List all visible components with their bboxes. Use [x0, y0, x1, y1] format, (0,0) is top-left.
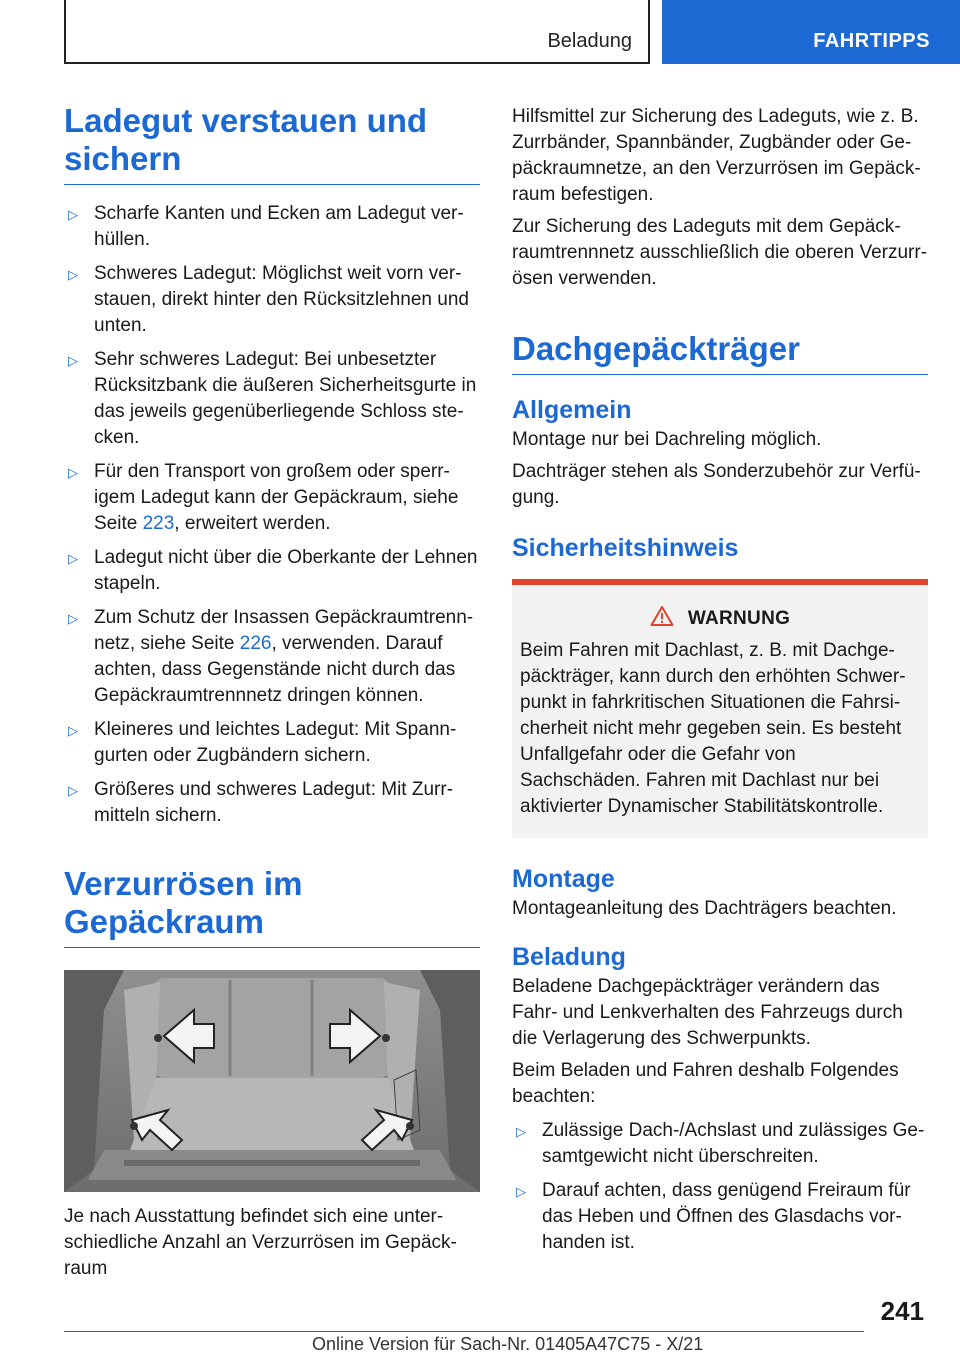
- paragraph-beladung-2: Beim Beladen und Fahren deshalb Folgendes beachten:: [512, 1060, 899, 1107]
- left-column: [64, 100, 480, 1282]
- paragraph-trennnetz: Zur Sicherung des Ladeguts mit dem Gepäckraumtrennnetz ausschließlich die oberen Verzurrösen verwenden.: [512, 216, 928, 289]
- triangle-right-icon: ▷: [516, 1184, 526, 1199]
- page-number: 241: [880, 1296, 924, 1326]
- warning-header: [520, 605, 920, 632]
- triangle-right-icon: ▷: [68, 723, 78, 738]
- triangle-right-icon: ▷: [68, 267, 78, 282]
- paragraph-beladung-1: Beladene Dachgepäckträger verändern das Fahr- und Lenkverhalten des Fahrzeugs durch die Verlagerung des Schwerpunkts.: [512, 976, 903, 1049]
- list-item: ▷ Zum Schutz der Insassen Gepäckraumtrennnetz, siehe Seite 226, verwenden. Darauf achten, dass Gegenstände nicht durch das Gepäckraumtrennnetz dringen können.: [68, 607, 474, 706]
- heading-sicherheitshinweis: Sicherheitshinweis: [512, 534, 739, 562]
- list-item: ▷ Zulässige Dach-/Achslast und zulässiges Gesamtgewicht nicht überschreiten.: [516, 1120, 925, 1167]
- title-dachgepaecktraeger: Dachgepäckträger: [512, 330, 928, 375]
- warning-triangle-icon: [650, 605, 674, 632]
- paragraph-hilfsmittel: Hilfsmittel zur Sicherung des Ladeguts, wie z. B. Zurrbänder, Spannbänder, Zugbänder oder Gepäckraumnetze, an den Verzurrösen im Gepäckraum befestigen.: [512, 106, 921, 205]
- triangle-right-icon: ▷: [68, 783, 78, 798]
- header-section-box: [64, 0, 650, 64]
- title-ladegut: Ladegut verstauen und sichern: [64, 100, 480, 185]
- list-item: ▷ Scharfe Kanten und Ecken am Ladegut verhüllen.: [68, 203, 464, 250]
- beladung-list: [512, 1118, 928, 1256]
- page-link-226[interactable]: 226: [239, 633, 272, 654]
- header-chapter-label: FAHRTIPPS: [813, 30, 930, 52]
- list-item: ▷ Sehr schweres Ladegut: Bei unbesetzter Rücksitzbank die äußeren Sicherheitsgurte in das jeweils gegenüberliegende Schloss stecken.: [68, 349, 477, 448]
- list-item: ▷ Größeres und schweres Ladegut: Mit Zurrmitteln sichern.: [68, 779, 454, 826]
- triangle-right-icon: ▷: [68, 207, 78, 222]
- triangle-right-icon: ▷: [68, 353, 78, 368]
- list-item: ▷ Ladegut nicht über die Oberkante der Lehnen stapeln.: [68, 547, 478, 594]
- list-item: ▷ Darauf achten, dass genügend Freiraum für das Heben und Öffnen des Glasdachs vorhanden ist.: [516, 1180, 911, 1253]
- page-link-223[interactable]: 223: [142, 513, 175, 534]
- ladegut-list: [64, 201, 480, 829]
- warning-box: [512, 579, 928, 838]
- footer-divider: [64, 1331, 864, 1332]
- title-verzurroesen: Verzurrösen im Gepäckraum: [64, 865, 480, 948]
- warning-label: WARNUNG: [687, 607, 791, 629]
- paragraph-allgemein-2: Dachträger stehen als Sonderzubehör zur Verfügung.: [512, 461, 921, 508]
- paragraph-montage: Montageanleitung des Dachträgers beachten.: [512, 898, 897, 919]
- footer-version-text: Online Version für Sach-Nr. 01405A47C75 - X/21: [312, 1334, 704, 1354]
- trunk-photo: [64, 970, 480, 1192]
- list-item: ▷ Für den Transport von großem oder sperrigem Ladegut kann der Gepäckraum, siehe Seite 223, erweitert werden.: [68, 461, 459, 534]
- heading-beladung: Beladung: [512, 943, 626, 971]
- triangle-right-icon: ▷: [68, 465, 78, 480]
- right-column: [512, 104, 928, 1256]
- header-chapter-tab: [662, 0, 960, 64]
- list-item: ▷ Kleineres und leichtes Ladegut: Mit Spanngurten oder Zugbändern sichern.: [68, 719, 457, 766]
- list-item: ▷ Schweres Ladegut: Möglichst weit vorn verstauen, direkt hinter den Rücksitzlehnen und unten.: [68, 263, 469, 336]
- heading-allgemein: Allgemein: [512, 396, 632, 424]
- triangle-right-icon: ▷: [516, 1124, 526, 1139]
- heading-montage: Montage: [512, 865, 615, 893]
- photo-caption: Je nach Ausstattung befindet sich eine unterschiedliche Anzahl an Verzurrösen im Gepäckraum: [64, 1206, 457, 1279]
- header-section-label: Beladung: [547, 30, 632, 52]
- triangle-right-icon: ▷: [68, 551, 78, 566]
- triangle-right-icon: ▷: [68, 611, 78, 626]
- paragraph-allgemein-1: Montage nur bei Dachreling möglich.: [512, 429, 822, 450]
- warning-text: Beim Fahren mit Dachlast, z. B. mit Dachgepäckträger, kann durch den erhöhten Schwerpunkt in fahrkritischen Situationen die Fahrsicherheit nicht mehr gegeben sein. Es besteht Unfallgefahr oder die Gefahr von Sachschäden. Fahren mit Dachlast nur bei aktivierter Dynamischer Stabilitätskontrolle.: [520, 640, 906, 817]
